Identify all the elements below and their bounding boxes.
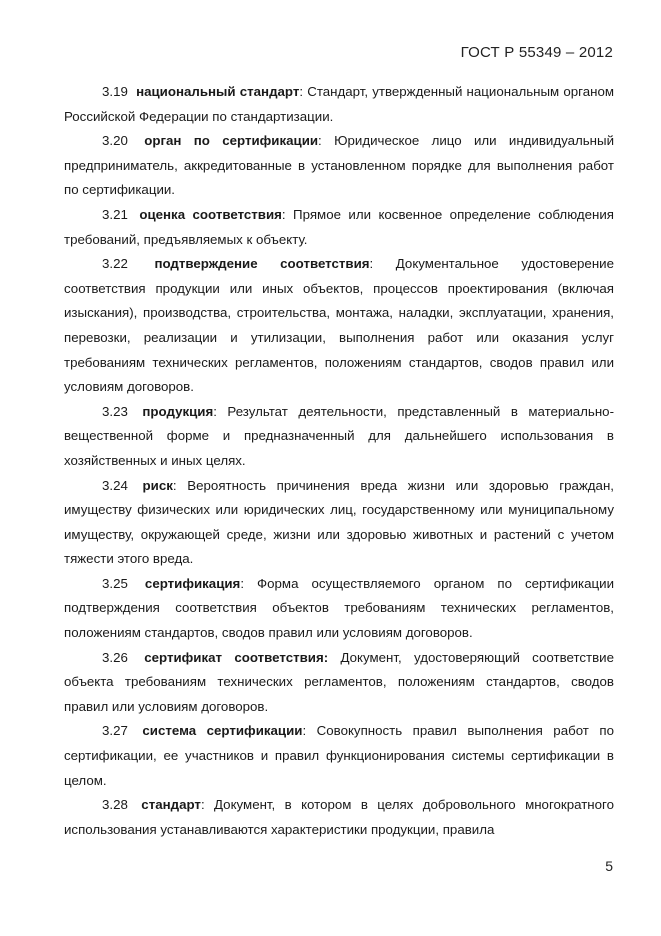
definition-number: 3.27 bbox=[102, 723, 128, 739]
definition-number: 3.28 bbox=[102, 797, 128, 813]
definition-separator: : bbox=[240, 575, 258, 591]
definition-number: 3.24 bbox=[102, 477, 128, 493]
definition-term: сертификация bbox=[144, 575, 241, 591]
definition-text: Документ, в котором в целях добровольного многократного использования устанавливаются характеристики продукции, правила bbox=[64, 797, 614, 837]
definition-separator: : bbox=[299, 84, 308, 99]
definition-text: Форма осуществляемого органом по сертификации подтверждения соответствия объектов требованиям технических регламентов, положениям стандартов, сводов правил или условиям договоров. bbox=[64, 575, 614, 641]
definition-separator: : bbox=[200, 797, 215, 813]
definition-text: Вероятность причинения вреда жизни или здоровью граждан, имуществу физических или юридических лиц, государственному или муниципальному имуществу, окружающей среде, жизни или здоровью животных и растений с учетом тяжести этого вреда. bbox=[64, 477, 614, 567]
definition-term: орган по сертификации bbox=[144, 133, 319, 149]
definition-text: Документальное удостоверение соответствия продукции или иных объектов, процессов проектирования (включая изыскания), производства, строительства, монтажа, наладки, эксплуатации, хранения, перевозки, реализации и утилизации, выполнения работ или оказания услуг требованиям технических регламентов, положениям стандартов, сводов правил или условиям договоров. bbox=[64, 256, 614, 395]
definition-term: стандарт bbox=[141, 797, 201, 813]
definition-separator: : bbox=[302, 723, 317, 739]
definition-text: Юридическое лицо или индивидуальный предприниматель, аккредитованные в установленном порядке для выполнения работ по сертификации. bbox=[64, 133, 615, 198]
definition-separator: : bbox=[213, 403, 228, 419]
definition-number: 3.25 bbox=[102, 575, 128, 591]
definition-3-27 bbox=[64, 719, 614, 793]
definition-term: продукция bbox=[142, 403, 214, 419]
definition-number: 3.20 bbox=[102, 133, 128, 149]
definition-number: 3.19 bbox=[102, 84, 128, 99]
definition-3-25 bbox=[64, 572, 614, 646]
definitions-section bbox=[64, 80, 614, 842]
definition-term: риск bbox=[142, 477, 173, 493]
definition-separator: : bbox=[281, 206, 294, 222]
definition-number: 3.22 bbox=[102, 256, 128, 272]
definition-3-28 bbox=[64, 793, 614, 842]
definition-3-22 bbox=[64, 252, 614, 400]
definition-separator: : bbox=[172, 477, 188, 493]
definition-3-20 bbox=[64, 129, 614, 203]
definition-term: подтверждение соответствия bbox=[154, 256, 370, 272]
definition-3-19 bbox=[64, 80, 614, 129]
definition-term: национальный стандарт bbox=[136, 84, 300, 99]
definition-separator: : bbox=[318, 133, 335, 149]
definition-separator: : bbox=[369, 256, 396, 272]
definition-number: 3.26 bbox=[102, 649, 128, 665]
definition-term: оценка соответствия bbox=[139, 206, 282, 222]
definition-separator bbox=[328, 650, 340, 665]
definition-3-21 bbox=[64, 203, 614, 252]
definition-text: Прямое или косвенное определение соблюдения требований, предъявляемых к объекту. bbox=[64, 206, 614, 247]
definition-term: сертификат соответствия: bbox=[144, 649, 329, 665]
definition-3-26 bbox=[64, 646, 614, 720]
definition-text: Стандарт, утвержденный национальным органом Российской Федерации по стандартизации. bbox=[64, 84, 614, 124]
definition-text: Результат деятельности, представленный в материально-вещественной форме и предназначенный для дальнейшего использования в хозяйственных и иных целях. bbox=[64, 403, 615, 468]
definition-3-23 bbox=[64, 400, 614, 474]
page-number: 5 bbox=[605, 858, 613, 874]
definition-number: 3.21 bbox=[102, 206, 128, 222]
document-header-code: ГОСТ Р 55349 – 2012 bbox=[460, 44, 613, 61]
definition-text: Совокупность правил выполнения работ по сертификации, ее участников и правил функционирования системы сертификации в целом. bbox=[64, 723, 614, 788]
definition-text: Документ, удостоверяющий соответствие объекта требованиям технических регламентов, положениям стандартов, сводов правил или условиям договоров. bbox=[64, 649, 615, 714]
definition-number: 3.23 bbox=[102, 403, 128, 419]
definition-term: система сертификации bbox=[142, 723, 303, 739]
definition-3-24 bbox=[64, 474, 614, 572]
